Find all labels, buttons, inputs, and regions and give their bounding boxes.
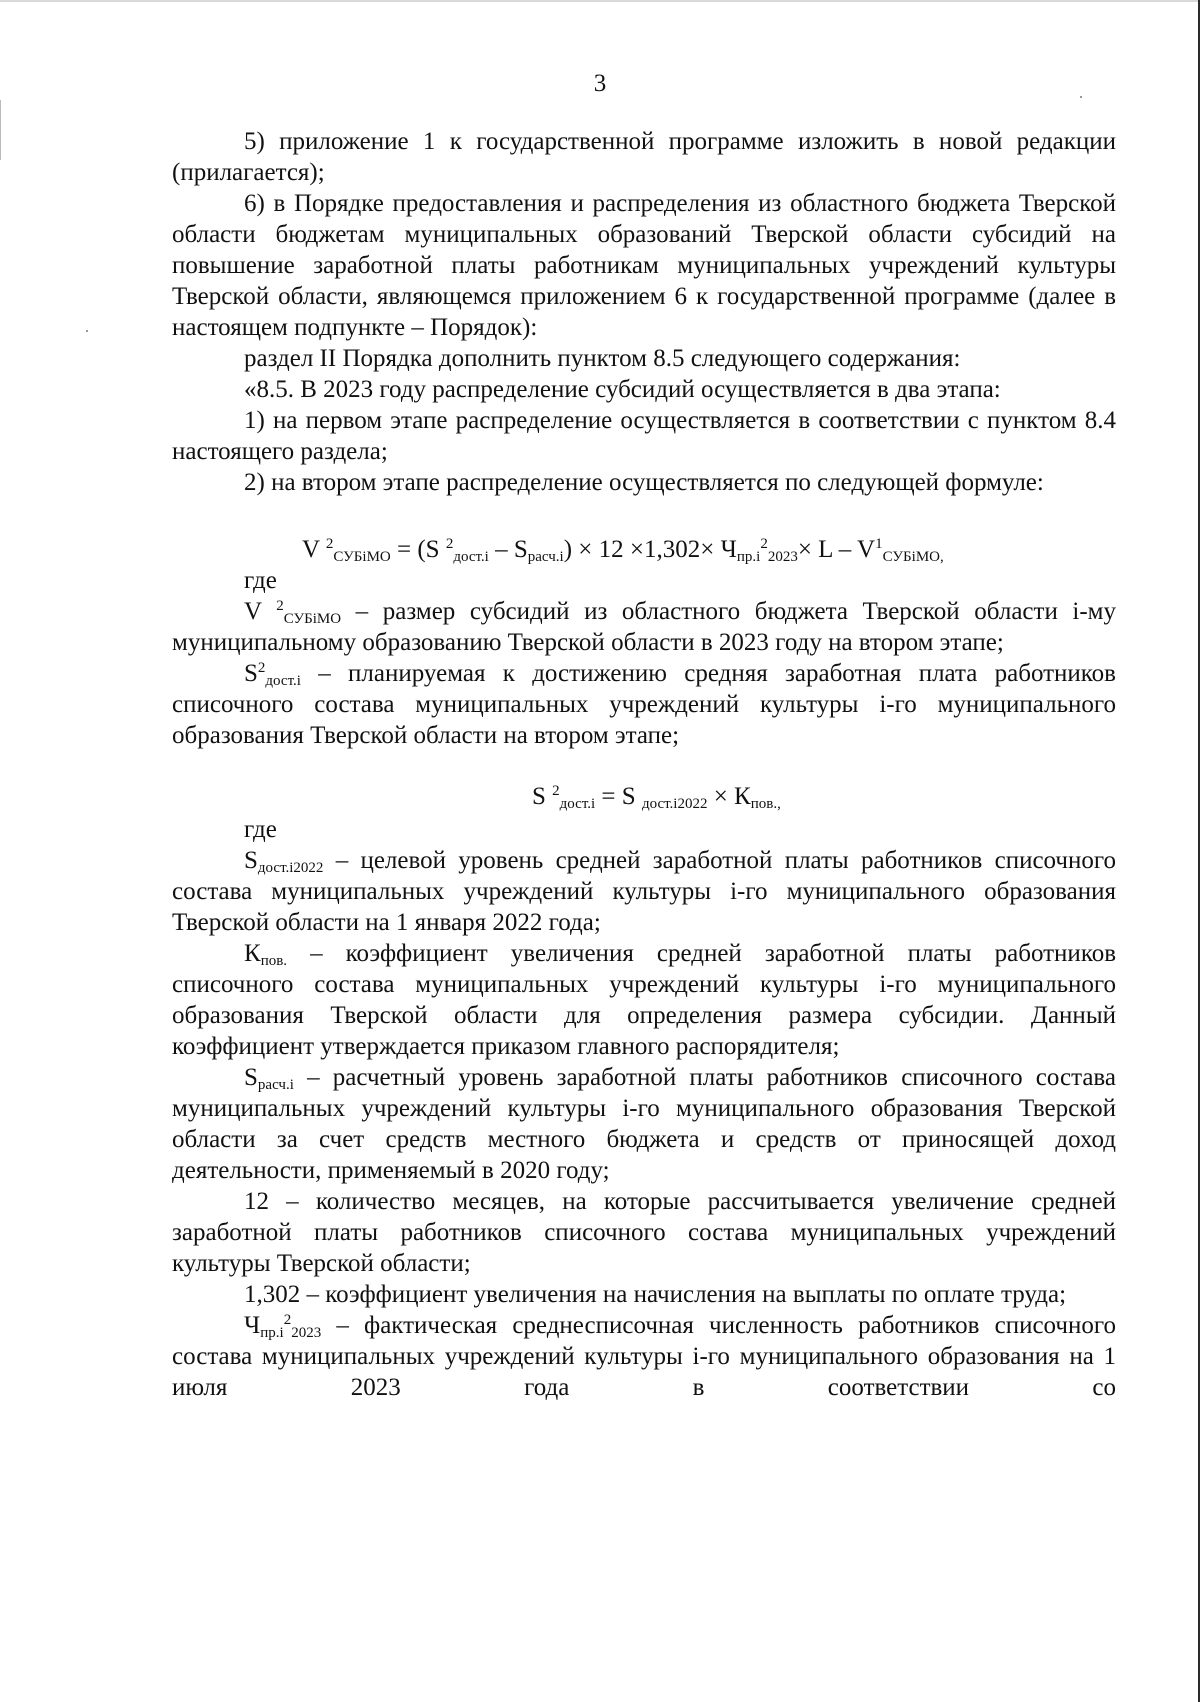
formula-sub: 2023 xyxy=(767,549,798,565)
formula-text: ) × 12 ×1,302× Ч xyxy=(563,536,737,563)
definition-symbol: S xyxy=(244,660,258,687)
definition-12: 12 – количество месяцев, на которые рассчитывается увеличение средней заработной платы работников списочного состава муниципальных учреждений культуры Тверской области; xyxy=(172,1188,1116,1277)
formula-sup: 2 xyxy=(760,536,768,552)
definition-sup: 2 xyxy=(283,1312,292,1328)
definition-1-302: 1,302 – коэффициент увеличения на начисления на выплаты по оплате труда; xyxy=(244,1281,1067,1308)
formula-text: = (S xyxy=(390,536,446,563)
definition-s-rasch xyxy=(172,1062,1116,1186)
formula-sub: СУБiМО xyxy=(333,549,391,565)
definition-text: – целевой уровень средней заработной платы работников списочного состава муниципальных учреждений культуры i-го муниципального образования Тверской области на 1 января 2022 года; xyxy=(172,847,1116,936)
definition-symbol: К xyxy=(244,940,261,967)
scan-speck xyxy=(86,330,88,332)
definition-text: – планируемая к достижению средняя заработная плата работников списочного состава муниципальных учреждений культуры i-го муниципального образования Тверской области на втором этапе; xyxy=(172,660,1116,749)
definition-sub: пов. xyxy=(260,953,288,969)
formula-sub: дост.i xyxy=(453,549,489,565)
stage-2-paragraph: 2) на втором этапе распределение осуществляется по следующей формуле: xyxy=(244,469,1044,496)
formula-sub: расч.i xyxy=(527,549,564,565)
definition-text: – расчетный уровень заработной платы работников списочного состава муниципальных учреждений культуры i-го муниципального образования Тверской области за счет средств местного бюджета и средств от приносящей доход деятельности, применяемый в 2020 году; xyxy=(172,1064,1116,1184)
definition-sub: расч.i xyxy=(257,1077,294,1093)
definition-symbol: S xyxy=(244,1064,258,1091)
definition-k-pov xyxy=(172,938,1116,1062)
formula-sup: 2 xyxy=(445,536,454,552)
where-label: где xyxy=(244,567,277,594)
definition-sub: дост.i2022 xyxy=(257,860,324,876)
page-number: 3 xyxy=(593,70,607,97)
point-8-5-paragraph: «8.5. В 2023 году распределение субсидий осуществляется в два этапа: xyxy=(244,376,1001,403)
definition-sup: 2 xyxy=(276,598,284,614)
formula-symbol: V xyxy=(302,536,320,563)
formula-text: = S xyxy=(595,783,642,810)
definition-symbol: Ч xyxy=(244,1312,261,1339)
definition-text: – размер субсидий из областного бюджета Тверской области i-му муниципальному образованию Тверской области в 2023 году на втором этапе; xyxy=(172,598,1116,656)
definition-sup: 2 xyxy=(257,660,266,676)
formula-text: × L – V xyxy=(797,536,876,563)
definition-s2022 xyxy=(172,845,1116,938)
item-6-paragraph: 6) в Порядке предоставления и распределения из областного бюджета Тверской области бюджетам муниципальных образований Тверской области субсидий на повышение заработной платы работникам муниципальных учреждений культуры Тверской области, являющемся приложением 6 к государственной программе (далее в настоящем подпункте – Порядок): xyxy=(172,190,1116,341)
formula-sub: пр.i xyxy=(736,549,761,565)
formula-text: S xyxy=(532,783,553,810)
formula-target-salary xyxy=(172,781,1116,812)
formula-sup: 2 xyxy=(552,783,560,799)
definition-ch-pr xyxy=(172,1310,1116,1403)
where-label: где xyxy=(244,816,277,843)
stage-1-paragraph: 1) на первом этапе распределение осуществляется в соответствии с пунктом 8.4 настоящего раздела; xyxy=(172,407,1116,465)
item-5-paragraph: 5) приложение 1 к государственной программе изложить в новой редакции (прилагается); xyxy=(172,128,1116,186)
definition-symbol: V xyxy=(244,598,262,625)
definition-text: – коэффициент увеличения средней заработной платы работников списочного состава муниципальных учреждений культуры i-го муниципального образования Тверской области для определения размера субсидии. Данный коэффициент утверждается приказом главного распорядителя; xyxy=(172,940,1116,1060)
definition-sub: пр.i xyxy=(260,1325,284,1341)
formula-text: – S xyxy=(488,536,528,563)
formula-sup: 1 xyxy=(875,536,883,552)
definition-s2 xyxy=(172,658,1116,751)
scan-edge-top xyxy=(0,0,1200,2)
document-body xyxy=(172,126,1116,1403)
definition-text: – фактическая среднесписочная численность работников списочного состава муниципальных учреждений культуры i-го муниципального образования на 1 июля 2023 года в соответствии со xyxy=(172,1312,1116,1401)
formula-subsidy-stage-2 xyxy=(172,534,1116,565)
formula-sub: дост.i2022 xyxy=(641,796,708,812)
formula-sub: пов., xyxy=(750,796,781,812)
formula-sub: дост.i xyxy=(559,796,596,812)
definition-sub: дост.i xyxy=(265,673,301,689)
definition-sub: 2023 xyxy=(291,1325,322,1341)
section-2-paragraph: раздел II Порядка дополнить пунктом 8.5 следующего содержания: xyxy=(244,345,961,372)
definition-v2 xyxy=(172,596,1116,658)
formula-sub: СУБiМО, xyxy=(882,549,944,565)
scan-edge-left xyxy=(0,100,1,160)
definition-symbol: S xyxy=(244,847,258,874)
definition-sub: СУБiМО xyxy=(283,611,342,627)
formula-sup: 2 xyxy=(325,536,334,552)
formula-text: × К xyxy=(707,783,751,810)
